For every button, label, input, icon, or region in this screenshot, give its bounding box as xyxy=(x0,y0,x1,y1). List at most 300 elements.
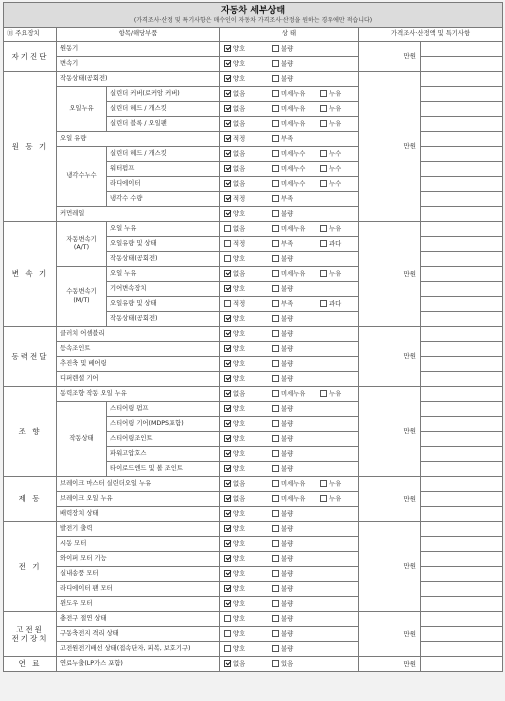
price-amount-field[interactable] xyxy=(359,327,421,387)
status-option[interactable] xyxy=(224,555,272,563)
checkbox-icon[interactable] xyxy=(272,120,279,127)
status-option-label: 불량 xyxy=(281,75,294,83)
status-option[interactable] xyxy=(224,195,272,203)
price-amount-field[interactable] xyxy=(359,612,421,657)
status-option-label: 적정 xyxy=(233,135,246,143)
status-option-label: 양호 xyxy=(233,510,246,518)
checkbox-icon[interactable] xyxy=(320,105,327,112)
status-option[interactable] xyxy=(224,210,272,218)
status-option[interactable] xyxy=(272,270,320,278)
category-label: 제 동 xyxy=(4,477,57,522)
note-field[interactable] xyxy=(421,357,503,372)
table-row xyxy=(4,627,503,642)
status-option-label: 부족 xyxy=(281,195,294,203)
status-option[interactable] xyxy=(224,405,272,413)
note-field[interactable] xyxy=(421,522,503,537)
checkbox-icon[interactable] xyxy=(272,525,279,532)
status-option[interactable] xyxy=(320,270,359,278)
status-option-label: 부족 xyxy=(281,240,294,248)
status-options xyxy=(220,657,359,672)
checked-checkbox-icon[interactable] xyxy=(224,360,231,367)
status-option[interactable] xyxy=(224,105,272,113)
checked-checkbox-icon[interactable] xyxy=(224,90,231,97)
checked-checkbox-icon[interactable] xyxy=(224,75,231,82)
status-option[interactable] xyxy=(224,240,272,248)
checked-checkbox-icon[interactable] xyxy=(224,555,231,562)
note-field[interactable] xyxy=(421,42,503,57)
status-option[interactable] xyxy=(224,600,272,608)
checked-checkbox-icon[interactable] xyxy=(224,540,231,547)
checkbox-icon[interactable] xyxy=(272,420,279,427)
checkbox-icon[interactable] xyxy=(272,330,279,337)
checkbox-icon[interactable] xyxy=(320,300,327,307)
status-option[interactable] xyxy=(272,435,320,443)
checkbox-icon[interactable] xyxy=(272,495,279,502)
checkbox-icon[interactable] xyxy=(272,240,279,247)
checked-checkbox-icon[interactable] xyxy=(224,450,231,457)
status-option[interactable] xyxy=(224,390,272,398)
status-option-label: 양호 xyxy=(233,435,246,443)
checkbox-icon[interactable] xyxy=(272,255,279,262)
checked-checkbox-icon[interactable] xyxy=(224,60,231,67)
checked-checkbox-icon[interactable] xyxy=(224,480,231,487)
note-field[interactable] xyxy=(421,447,503,462)
price-amount-field[interactable] xyxy=(359,72,421,222)
status-option[interactable] xyxy=(272,210,320,218)
status-option[interactable] xyxy=(272,330,320,338)
checkbox-icon[interactable] xyxy=(272,150,279,157)
checked-checkbox-icon[interactable] xyxy=(224,120,231,127)
checked-checkbox-icon[interactable] xyxy=(224,165,231,172)
note-field[interactable] xyxy=(421,87,503,102)
group-label: 냉각수누수 xyxy=(57,147,107,207)
note-field[interactable] xyxy=(421,132,503,147)
checked-checkbox-icon[interactable] xyxy=(224,465,231,472)
status-option[interactable] xyxy=(272,420,320,428)
status-option[interactable] xyxy=(224,120,272,128)
item-label: 배력장치 상태 xyxy=(57,507,220,522)
status-option[interactable] xyxy=(272,225,320,233)
status-option[interactable] xyxy=(272,660,320,668)
status-option[interactable] xyxy=(272,120,320,128)
checkbox-icon[interactable] xyxy=(224,225,231,232)
checkbox-icon[interactable] xyxy=(272,630,279,637)
status-option[interactable] xyxy=(272,60,320,68)
status-option[interactable] xyxy=(224,285,272,293)
status-option[interactable] xyxy=(272,345,320,353)
checked-checkbox-icon[interactable] xyxy=(224,495,231,502)
note-field[interactable] xyxy=(421,567,503,582)
checkbox-icon[interactable] xyxy=(272,315,279,322)
checkbox-icon[interactable] xyxy=(224,615,231,622)
status-option[interactable] xyxy=(320,90,359,98)
status-option[interactable] xyxy=(320,180,359,188)
status-option[interactable] xyxy=(272,495,320,503)
status-option[interactable] xyxy=(272,150,320,158)
status-option[interactable] xyxy=(320,105,359,113)
status-option[interactable] xyxy=(272,255,320,263)
note-field[interactable] xyxy=(421,147,503,162)
note-field[interactable] xyxy=(421,252,503,267)
item-label: 와이퍼 모터 기능 xyxy=(57,552,220,567)
checkbox-icon[interactable] xyxy=(272,75,279,82)
status-option[interactable] xyxy=(272,540,320,548)
item-label: 스티어링조인트 xyxy=(107,432,220,447)
category-label: 전 기 xyxy=(4,522,57,612)
status-option[interactable] xyxy=(224,60,272,68)
checkbox-icon[interactable] xyxy=(224,300,231,307)
checked-checkbox-icon[interactable] xyxy=(224,570,231,577)
status-option[interactable] xyxy=(224,180,272,188)
note-field[interactable] xyxy=(421,282,503,297)
status-option[interactable] xyxy=(224,360,272,368)
item-label: 원동기 xyxy=(57,42,220,57)
status-options xyxy=(220,117,359,132)
note-field[interactable] xyxy=(421,237,503,252)
note-field[interactable] xyxy=(421,477,503,492)
item-label: 시동 모터 xyxy=(57,537,220,552)
status-options xyxy=(220,507,359,522)
note-field[interactable] xyxy=(421,492,503,507)
checkbox-icon[interactable] xyxy=(224,630,231,637)
status-option[interactable] xyxy=(272,105,320,113)
status-options xyxy=(220,222,359,237)
status-option[interactable] xyxy=(224,570,272,578)
note-field[interactable] xyxy=(421,57,503,72)
checked-checkbox-icon[interactable] xyxy=(224,285,231,292)
table-row xyxy=(4,357,503,372)
status-option[interactable] xyxy=(224,75,272,83)
note-field[interactable] xyxy=(421,582,503,597)
checkbox-icon[interactable] xyxy=(320,150,327,157)
status-option[interactable] xyxy=(272,45,320,53)
status-options xyxy=(220,42,359,57)
checkbox-icon[interactable] xyxy=(272,450,279,457)
checked-checkbox-icon[interactable] xyxy=(224,45,231,52)
note-field[interactable] xyxy=(421,597,503,612)
status-option-label: 부족 xyxy=(281,135,294,143)
status-option[interactable] xyxy=(224,45,272,53)
status-options xyxy=(220,492,359,507)
checkbox-icon[interactable] xyxy=(272,60,279,67)
checked-checkbox-icon[interactable] xyxy=(224,150,231,157)
price-amount-field[interactable] xyxy=(359,387,421,477)
checkbox-icon[interactable] xyxy=(272,510,279,517)
status-option-label: 양호 xyxy=(233,210,246,218)
checkbox-icon[interactable] xyxy=(320,180,327,187)
status-option-label: 양호 xyxy=(233,450,246,458)
status-option[interactable] xyxy=(224,660,272,668)
checkbox-icon[interactable] xyxy=(224,240,231,247)
checkbox-icon[interactable] xyxy=(272,645,279,652)
checkbox-icon[interactable] xyxy=(320,390,327,397)
checkbox-icon[interactable] xyxy=(272,105,279,112)
status-option[interactable] xyxy=(320,480,359,488)
status-option[interactable] xyxy=(272,285,320,293)
status-option[interactable] xyxy=(272,570,320,578)
checked-checkbox-icon[interactable] xyxy=(224,135,231,142)
status-option-label: 양호 xyxy=(233,630,246,638)
checked-checkbox-icon[interactable] xyxy=(224,375,231,382)
status-option-label: 불량 xyxy=(281,405,294,413)
status-option-label: 불량 xyxy=(281,45,294,53)
checked-checkbox-icon[interactable] xyxy=(224,435,231,442)
status-option[interactable] xyxy=(224,495,272,503)
checkbox-icon[interactable] xyxy=(320,120,327,127)
status-option[interactable] xyxy=(272,240,320,248)
note-field[interactable] xyxy=(421,102,503,117)
note-field[interactable] xyxy=(421,402,503,417)
status-option[interactable] xyxy=(272,630,320,638)
item-label: 오일 누유 xyxy=(107,222,220,237)
checkbox-icon[interactable] xyxy=(320,270,327,277)
status-option[interactable] xyxy=(272,375,320,383)
status-option[interactable] xyxy=(272,315,320,323)
status-option[interactable] xyxy=(272,645,320,653)
checkbox-icon[interactable] xyxy=(272,660,279,667)
checkbox-icon[interactable] xyxy=(272,405,279,412)
status-option[interactable] xyxy=(224,540,272,548)
note-field[interactable] xyxy=(421,387,503,402)
table-row xyxy=(4,72,503,87)
status-option[interactable] xyxy=(320,120,359,128)
price-amount-field[interactable] xyxy=(359,657,421,672)
status-option[interactable] xyxy=(224,315,272,323)
checkbox-icon[interactable] xyxy=(272,615,279,622)
status-option[interactable] xyxy=(272,405,320,413)
status-option[interactable] xyxy=(272,180,320,188)
item-label: 고전원전기배선 상태(접속단자, 피복, 보호기구) xyxy=(57,642,220,657)
status-option[interactable] xyxy=(272,465,320,473)
status-option[interactable] xyxy=(320,300,359,308)
status-option[interactable] xyxy=(320,240,359,248)
status-option[interactable] xyxy=(272,600,320,608)
status-option[interactable] xyxy=(224,630,272,638)
note-field[interactable] xyxy=(421,537,503,552)
checkbox-icon[interactable] xyxy=(224,255,231,262)
checked-checkbox-icon[interactable] xyxy=(224,315,231,322)
table-row xyxy=(4,597,503,612)
status-option[interactable] xyxy=(272,390,320,398)
status-option[interactable] xyxy=(272,480,320,488)
note-field[interactable] xyxy=(421,417,503,432)
checkbox-icon[interactable] xyxy=(272,165,279,172)
checkbox-icon[interactable] xyxy=(272,375,279,382)
status-option[interactable] xyxy=(224,90,272,98)
note-field[interactable] xyxy=(421,192,503,207)
note-field[interactable] xyxy=(421,207,503,222)
status-option-label: 미세누유 xyxy=(281,270,306,278)
price-amount-field[interactable] xyxy=(359,222,421,327)
checkbox-icon[interactable] xyxy=(272,270,279,277)
checked-checkbox-icon[interactable] xyxy=(224,405,231,412)
checkbox-icon[interactable] xyxy=(320,165,327,172)
note-field[interactable] xyxy=(421,72,503,87)
status-options xyxy=(220,207,359,222)
note-field[interactable] xyxy=(421,642,503,657)
checkbox-icon[interactable] xyxy=(272,480,279,487)
status-option[interactable] xyxy=(224,435,272,443)
note-field[interactable] xyxy=(421,177,503,192)
checkbox-icon[interactable] xyxy=(272,570,279,577)
checkbox-icon[interactable] xyxy=(272,225,279,232)
note-field[interactable] xyxy=(421,372,503,387)
status-option[interactable] xyxy=(224,525,272,533)
status-option[interactable] xyxy=(224,225,272,233)
status-option-label: 양호 xyxy=(233,345,246,353)
status-option[interactable] xyxy=(272,195,320,203)
sheet-subtitle: (가격조사·산정 및 특기사항은 매수인이 자동차 가격조사·산정을 원하는 경우에만 적습니다) xyxy=(133,16,373,24)
status-options xyxy=(220,387,359,402)
checked-checkbox-icon[interactable] xyxy=(224,330,231,337)
checkbox-icon[interactable] xyxy=(272,390,279,397)
checkbox-icon[interactable] xyxy=(272,360,279,367)
checkbox-icon[interactable] xyxy=(272,90,279,97)
status-option-label: 양호 xyxy=(233,45,246,53)
item-label: 클러치 어셈블리 xyxy=(57,327,220,342)
status-option[interactable] xyxy=(320,165,359,173)
checked-checkbox-icon[interactable] xyxy=(224,510,231,517)
checked-checkbox-icon[interactable] xyxy=(224,210,231,217)
status-option[interactable] xyxy=(224,450,272,458)
status-option[interactable] xyxy=(224,255,272,263)
table-row xyxy=(4,327,503,342)
status-option[interactable] xyxy=(320,150,359,158)
status-option-label: 양호 xyxy=(233,600,246,608)
checked-checkbox-icon[interactable] xyxy=(224,180,231,187)
note-field[interactable] xyxy=(421,267,503,282)
status-option[interactable] xyxy=(272,300,320,308)
status-option[interactable] xyxy=(272,585,320,593)
checked-checkbox-icon[interactable] xyxy=(224,390,231,397)
checkbox-icon[interactable] xyxy=(272,300,279,307)
checkbox-icon[interactable] xyxy=(320,90,327,97)
note-field[interactable] xyxy=(421,462,503,477)
status-option[interactable] xyxy=(224,375,272,383)
checked-checkbox-icon[interactable] xyxy=(224,660,231,667)
status-option[interactable] xyxy=(224,270,272,278)
status-option[interactable] xyxy=(224,480,272,488)
checked-checkbox-icon[interactable] xyxy=(224,420,231,427)
status-option[interactable] xyxy=(224,420,272,428)
note-field[interactable] xyxy=(421,627,503,642)
status-option[interactable] xyxy=(272,510,320,518)
status-option[interactable] xyxy=(272,555,320,563)
status-option[interactable] xyxy=(224,645,272,653)
checkbox-icon[interactable] xyxy=(320,480,327,487)
status-option-label: 없음 xyxy=(233,270,246,278)
status-option[interactable] xyxy=(224,135,272,143)
note-field[interactable] xyxy=(421,312,503,327)
price-amount-field[interactable] xyxy=(359,42,421,72)
status-option[interactable] xyxy=(320,225,359,233)
note-field[interactable] xyxy=(421,297,503,312)
status-option[interactable] xyxy=(224,585,272,593)
checked-checkbox-icon[interactable] xyxy=(224,105,231,112)
checkbox-icon[interactable] xyxy=(272,195,279,202)
note-field[interactable] xyxy=(421,507,503,522)
table-row xyxy=(4,507,503,522)
status-option[interactable] xyxy=(272,165,320,173)
checkbox-icon[interactable] xyxy=(272,465,279,472)
checkbox-icon[interactable] xyxy=(272,210,279,217)
status-option[interactable] xyxy=(224,615,272,623)
checkbox-icon[interactable] xyxy=(272,135,279,142)
status-option-label: 누유 xyxy=(329,480,342,488)
checkbox-icon[interactable] xyxy=(272,540,279,547)
status-option[interactable] xyxy=(224,330,272,338)
note-field[interactable] xyxy=(421,342,503,357)
note-field[interactable] xyxy=(421,657,503,672)
status-option[interactable] xyxy=(320,390,359,398)
checkbox-icon[interactable] xyxy=(272,285,279,292)
note-field[interactable] xyxy=(421,327,503,342)
status-option[interactable] xyxy=(320,495,359,503)
status-option[interactable] xyxy=(272,75,320,83)
note-field[interactable] xyxy=(421,222,503,237)
status-option-label: 양호 xyxy=(233,375,246,383)
checkbox-icon[interactable] xyxy=(320,225,327,232)
checkbox-icon[interactable] xyxy=(320,240,327,247)
status-option[interactable] xyxy=(224,150,272,158)
checked-checkbox-icon[interactable] xyxy=(224,195,231,202)
note-field[interactable] xyxy=(421,432,503,447)
checked-checkbox-icon[interactable] xyxy=(224,525,231,532)
checkbox-icon[interactable] xyxy=(272,345,279,352)
checkbox-icon[interactable] xyxy=(272,180,279,187)
status-option[interactable] xyxy=(224,510,272,518)
note-field[interactable] xyxy=(421,612,503,627)
checkbox-icon[interactable] xyxy=(272,600,279,607)
status-option[interactable] xyxy=(224,465,272,473)
price-amount-field[interactable] xyxy=(359,477,421,522)
status-option[interactable] xyxy=(272,90,320,98)
checked-checkbox-icon[interactable] xyxy=(224,345,231,352)
status-options xyxy=(220,567,359,582)
checkbox-icon[interactable] xyxy=(272,435,279,442)
checkbox-icon[interactable] xyxy=(272,585,279,592)
price-amount-field[interactable] xyxy=(359,522,421,612)
status-option[interactable] xyxy=(272,450,320,458)
status-option[interactable] xyxy=(272,135,320,143)
status-option[interactable] xyxy=(224,165,272,173)
status-option[interactable] xyxy=(272,525,320,533)
price-unit: 만원 xyxy=(403,352,416,361)
price-unit: 만원 xyxy=(403,427,416,436)
checked-checkbox-icon[interactable] xyxy=(224,585,231,592)
status-options xyxy=(220,327,359,342)
status-option[interactable] xyxy=(272,615,320,623)
checked-checkbox-icon[interactable] xyxy=(224,270,231,277)
note-field[interactable] xyxy=(421,117,503,132)
table-row xyxy=(4,222,503,237)
status-options xyxy=(220,312,359,327)
status-option-label: 양호 xyxy=(233,360,246,368)
checkbox-icon[interactable] xyxy=(272,45,279,52)
checkbox-icon[interactable] xyxy=(320,495,327,502)
status-option-label: 불량 xyxy=(281,510,294,518)
item-label: 실린더 블록 / 오일팬 xyxy=(107,117,220,132)
category-label: 원 동 기 xyxy=(4,72,57,222)
note-field[interactable] xyxy=(421,552,503,567)
checkbox-icon[interactable] xyxy=(224,645,231,652)
status-option[interactable] xyxy=(224,345,272,353)
status-option[interactable] xyxy=(272,360,320,368)
note-field[interactable] xyxy=(421,162,503,177)
status-option[interactable] xyxy=(224,300,272,308)
checkbox-icon[interactable] xyxy=(272,555,279,562)
checked-checkbox-icon[interactable] xyxy=(224,600,231,607)
